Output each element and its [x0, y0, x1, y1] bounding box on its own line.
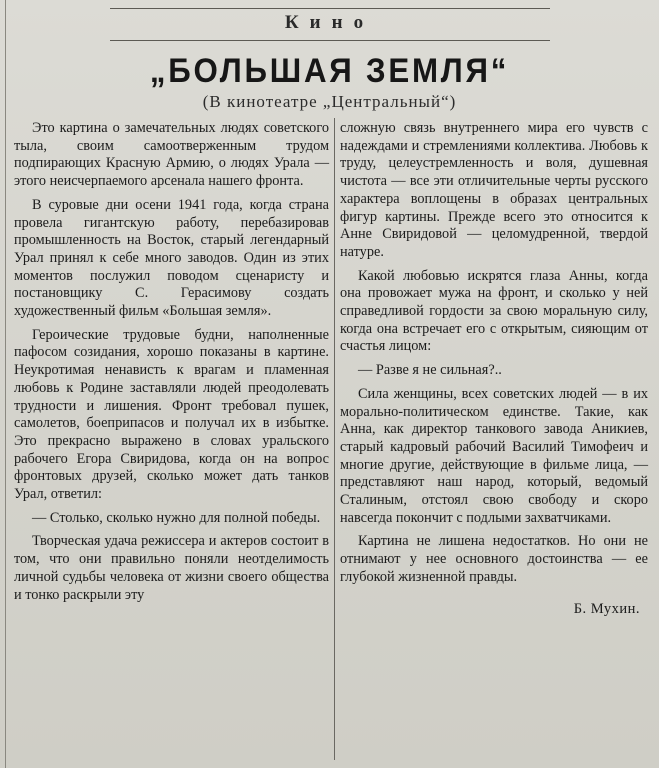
paragraph: Сила женщины, всех советских людей — в их морально-политическом единстве. Такие, как Анна, как директор танкового завода Аникиев, старый кадровый рабочий Василий Тимофеич и многие другие, действующие в фильме лица, — представляют наш народ, который, ведомый Сталиным, отстоял свою свободу и скоро навсегда покончит с подлыми захватчиками. — [340, 385, 648, 526]
section-rule-top — [110, 8, 550, 9]
paragraph: Это картина о замечательных людях советского тыла, своим самоотверженным трудом подпирающих Красную Армию, о людях Урала — этого неисчерпаемого арсенала нашего фронта. — [14, 120, 329, 190]
page-edge-rule — [5, 0, 6, 768]
left-column — [14, 120, 329, 610]
article-subtitle: (В кинотеатре „Центральный“) — [202, 92, 457, 111]
author-signature: Б. Мухин. — [573, 600, 640, 617]
article-title: „БОЛЬШАЯ ЗЕМЛЯ“ — [149, 52, 510, 90]
paragraph: Творческая удача режиссера и актеров состоит в том, что они правильно поняли неотделимость личной судьбы человека от жизни своего общества и тонко раскрыли эту — [14, 533, 329, 603]
right-column — [340, 120, 648, 618]
quote: — Столько, сколько нужно для полной победы. — [32, 509, 321, 526]
column-divider — [334, 118, 335, 760]
quote: — Разве я не сильная?.. — [358, 362, 502, 379]
section-rule-bottom — [110, 40, 550, 41]
paragraph: Героические трудовые будни, наполненные пафосом созидания, хорошо показаны в картине. Неукротимая ненависть к врагам и пламенная любовь к Родине заставляли людей преодолевать трудности и лишения. Фронт требовал пушек, самолетов, боеприпасов и получал их в избытке. Это прекрасно выражено в словах уральского рабочего Егора Свиридова, когда он на вопрос фронтовых друзей, сколько может дать танков Урал, ответил: — [14, 326, 329, 503]
section-label: Кино — [284, 12, 375, 33]
paragraph: Картина не лишена недостатков. Но они не отнимают у нее основного достоинства — ее глубокой жизненной правды. — [340, 533, 648, 585]
paragraph: Какой любовью искрятся глаза Анны, когда она провожает мужа на фронт, и сколько у ней справедливой гордости за свою моральную силу, когда она встречает его с открытым, сияющим от счастья лицом: — [340, 267, 648, 355]
paragraph: сложную связь внутреннего мира его чувств с надеждами и стремлениями коллектива. Любовь к труду, целеустремленность и воля, душевная чистота — все эти отличительные черты русского характера воплощены в образах центральных фигур картины. Прежде всего это относится к Анне Свиридовой — целомудренной, твердой натуре. — [340, 120, 648, 260]
paragraph: В суровые дни осени 1941 года, когда страна провела гигантскую работу, перебазировав промышленность на Восток, старый легендарный Урал принял к себе много заводов. Один из этих моментов послужил поводом сценаристу и постановщику С. Герасимову создать художественный фильм «Большая земля». — [14, 196, 329, 320]
